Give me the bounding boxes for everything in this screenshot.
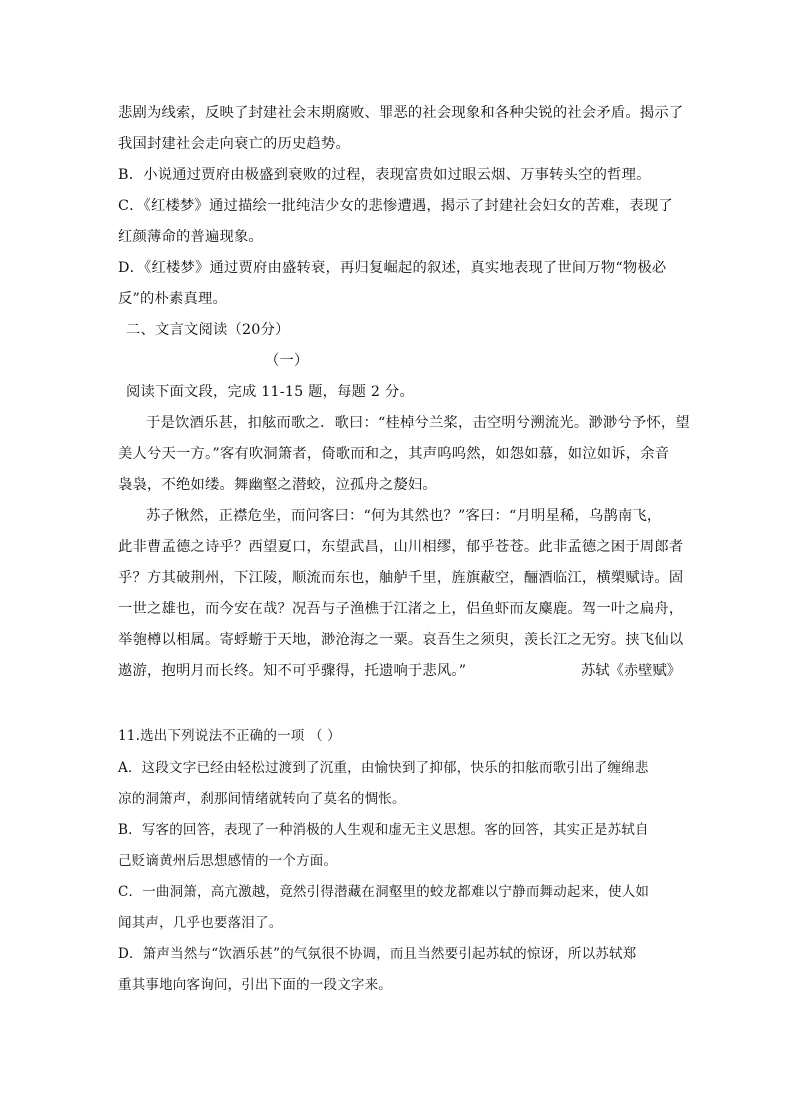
- text-line: 悲剧为线索，反映了封建社会末期腐败、罪恶的社会现象和各种尖锐的社会矛盾。揭示了: [118, 105, 684, 121]
- option-d-line-2: 反”的朴素真理。: [118, 291, 227, 307]
- text-line: 我国封建社会走向衰亡的历史趋势。: [118, 136, 350, 152]
- option-c-line-2: 红颜薄命的普遍现象。: [118, 229, 263, 245]
- question-option-b: B．写客的回答，表现了一种消极的人生观和虚无主义思想。客的回答，其实正是苏轼自: [118, 822, 649, 838]
- option-b: B．小说通过贾府由极盛到衰败的过程，表现富贵如过眼云烟、万事转头空的哲理。: [118, 167, 651, 183]
- instruction: 阅读下面文段，完成 11-15 题，每题 2 分。: [126, 384, 414, 400]
- passage-line: 此非曹孟德之诗乎？西望夏口，东望武昌，山川相缪，郁乎苍苍。此非孟德之困于周郎者: [118, 539, 684, 555]
- passage-line: 举匏樽以相属。寄蜉蝣于天地，渺沧海之一粟。哀吾生之须臾，羡长江之无穷。挟飞仙以: [118, 632, 684, 648]
- passage-line: 美人兮天一方。”客有吹洞箫者，倚歌而和之，其声呜呜然，如怨如慕，如泣如诉，余音: [118, 446, 670, 462]
- question-stem: 11.选出下列说法不正确的一项 （ ）: [118, 728, 341, 744]
- subsection-title: （一）: [265, 353, 309, 369]
- question-option-d: 重其事地向客询问，引出下面的一段文字来。: [118, 977, 392, 993]
- question-option-c: 闻其声，几乎也要落泪了。: [118, 915, 283, 931]
- question-option-b: 己贬谪黄州后思想感情的一个方面。: [118, 853, 338, 869]
- passage-line: 乎？方其破荆州，下江陵，顺流而东也，舳舻千里，旌旗蔽空，酾酒临江，横槊赋诗。固: [118, 570, 684, 586]
- question-option-a: A．这段文字已经由轻松过渡到了沉重，由愉快到了抑郁，快乐的扣舷而歌引出了缠绵悲: [118, 760, 649, 776]
- source-attribution: 苏轼《赤壁赋》: [581, 663, 682, 679]
- option-c-line-1: C．《红楼梦》通过描绘一批纯洁少女的悲惨遭遇，揭示了封建社会妇女的苦难，表现了: [118, 198, 673, 214]
- question-option-d: D．箫声当然与“饮酒乐甚”的气氛很不协调，而且当然要引起苏轼的惊讶，所以苏轼郑: [118, 946, 637, 962]
- question-option-a: 凉的洞箫声，刹那间情绪就转向了莫名的惆怅。: [118, 791, 406, 807]
- passage-line: 苏子愀然，正襟危坐，而问客曰：“何为其然也？”客曰：“月明星稀，乌鹊南飞，: [146, 508, 662, 524]
- passage-line: 遨游，抱明月而长终。知不可乎骤得，托遗响于悲风。”: [118, 663, 467, 679]
- passage-line: 一世之雄也，而今安在哉？况吾与子渔樵于江渚之上，侣鱼虾而友麋鹿。驾一叶之扁舟，: [118, 601, 684, 617]
- option-d-line-1: D．《红楼梦》通过贾府由盛转衰，再归复崛起的叙述，真实地表现了世间万物“物极必: [118, 260, 667, 276]
- passage-line: 于是饮酒乐甚，扣舷而歌之．歌曰：“桂棹兮兰桨，击空明兮溯流光。渺渺兮予怀，望: [146, 415, 690, 431]
- section-title: 二、文言文阅读（20分）: [126, 322, 290, 338]
- passage-line: 袅袅，不绝如缕。舞幽壑之潜蛟，泣孤舟之嫠妇。: [118, 477, 437, 493]
- question-option-c: C．一曲洞箫，高亢激越，竟然引得潜藏在洞壑里的蛟龙都难以宁静而舞动起来，使人如: [118, 884, 650, 900]
